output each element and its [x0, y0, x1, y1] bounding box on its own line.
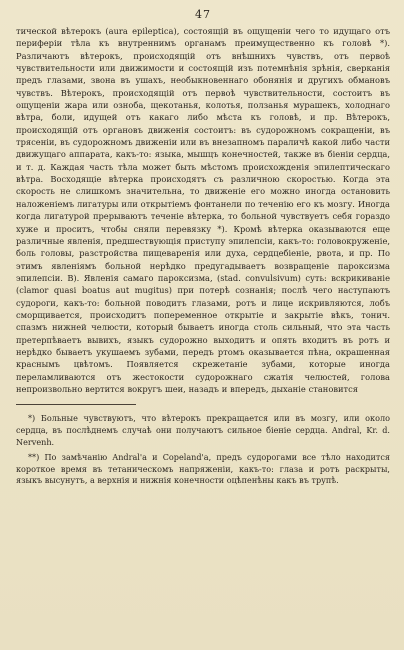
footnote-1: *) Больные чувствуютъ, что вѣтерокъ прекращается или въ мозгу, или около сердца, въ послѣднемъ случаѣ они получаютъ сильное біеніе сердца. Andral, Kr. d. Nervenh. [16, 413, 390, 447]
footnote-separator [16, 404, 136, 405]
footnotes [16, 413, 390, 487]
page-number: 47 [195, 8, 211, 21]
main-text [16, 25, 390, 395]
paragraph: тической вѣтерокъ (aura epileptica), состоящій въ ощущеніи чего то идущаго отъ периферіи тѣла къ внутреннимъ органамъ преимущественно къ головѣ *). Различаютъ вѣтерокъ, происходящій отъ внѣшнихъ чувствъ, отъ первоѣ чувствительности или движимости и состоящій изъ потемнѣнія зрѣнія, сверканія предъ глазами, звона въ ушахъ, необыкновеннаго обонянія и другихъ обмановъ чувствъ. Вѣтерокъ, происходящій отъ первоѣ чувствительности, состоитъ въ ощущеніи жара или озноба, щекотанья, колотья, ползанья мурашекъ, холоднаго вѣтра, боли, идущей отъ какаго либо мѣста къ головѣ, и пр. Вѣтерокъ, происходящій отъ органовъ движенія состоитъ: въ судорожномъ сокращеніи, въ трясеніи, въ судорожномъ движеніи или въ внезапномъ параличѣ какой либо части движущаго аппарата, какъ-то: языка, мышцъ конечностей, также въ біеніи сердца, и т. д. Каждая часть тѣла может быть мѣстомъ происхожденія эпилептическаго вѣтра. Восходящіе вѣтерка происходятъ съ различною скоростью. Когда эта скорость не слишкомъ значительна, то движеніе его можно иногда остановить наложеніемъ лигатуры или открытіемъ фонтанели по теченію его къ мозгу. Иногда когда лигатурой прерываютъ теченіе вѣтерка, то больной чувствуетъ себя гораздо хуже и проситъ, чтобы сняли перевязку *). Кромѣ вѣтерка оказываются еще различные явленія, предшествующія приступу эпилепсіи, какъ-то: головокруженіе, боль головы, разстройства пищеваренія или духа, сердцебіеніе, рвота, и пр. По этимъ явленіямъ больной нерѣдко предугадываетъ возвращеніе пароксизма эпилепсіи. В). Явленія самаго пароксизма, (stad. convulsivum) суть: вскрикиваніе (clamor quasi boatus aut mugitus) при потерѣ сознанія; послѣ чего наступаютъ судороги, какъ-то: больной поводитъ глазами, ротъ и лице искривляются, лобъ сморщивается, происходитъ попеременное открытіе и закрытіе вѣкъ, тонич. спазмъ нижней челюсти, который бываетъ иногда столь сильный, что эта часть претерпѣваетъ вывихъ, языкъ судорожно выходитъ и опять входитъ въ ротъ и нерѣдко бываетъ укушаемъ зубами, передъ ртомъ оказывается пѣна, окрашенная краснымъ цвѣтомъ. Появляется скрежетаніе зубами, которые иногда переламливаются отъ жестокости судорожнаго сжатія челюстей, голова непроизвольно вертится вокругъ шеи, назадъ и впередъ, дыханіе становится [16, 26, 390, 394]
footnote-2: **) По замѣчанію Andral'а и Copeland'а, предъ судорогами все тѣло находится короткое время въ тетаническомъ напряженіи, какъ-то: глаза и ротъ раскрыты, языкъ высунутъ, а верхнія и нижнія конечности оцѣпенѣны какъ въ трупѣ. [16, 452, 390, 486]
